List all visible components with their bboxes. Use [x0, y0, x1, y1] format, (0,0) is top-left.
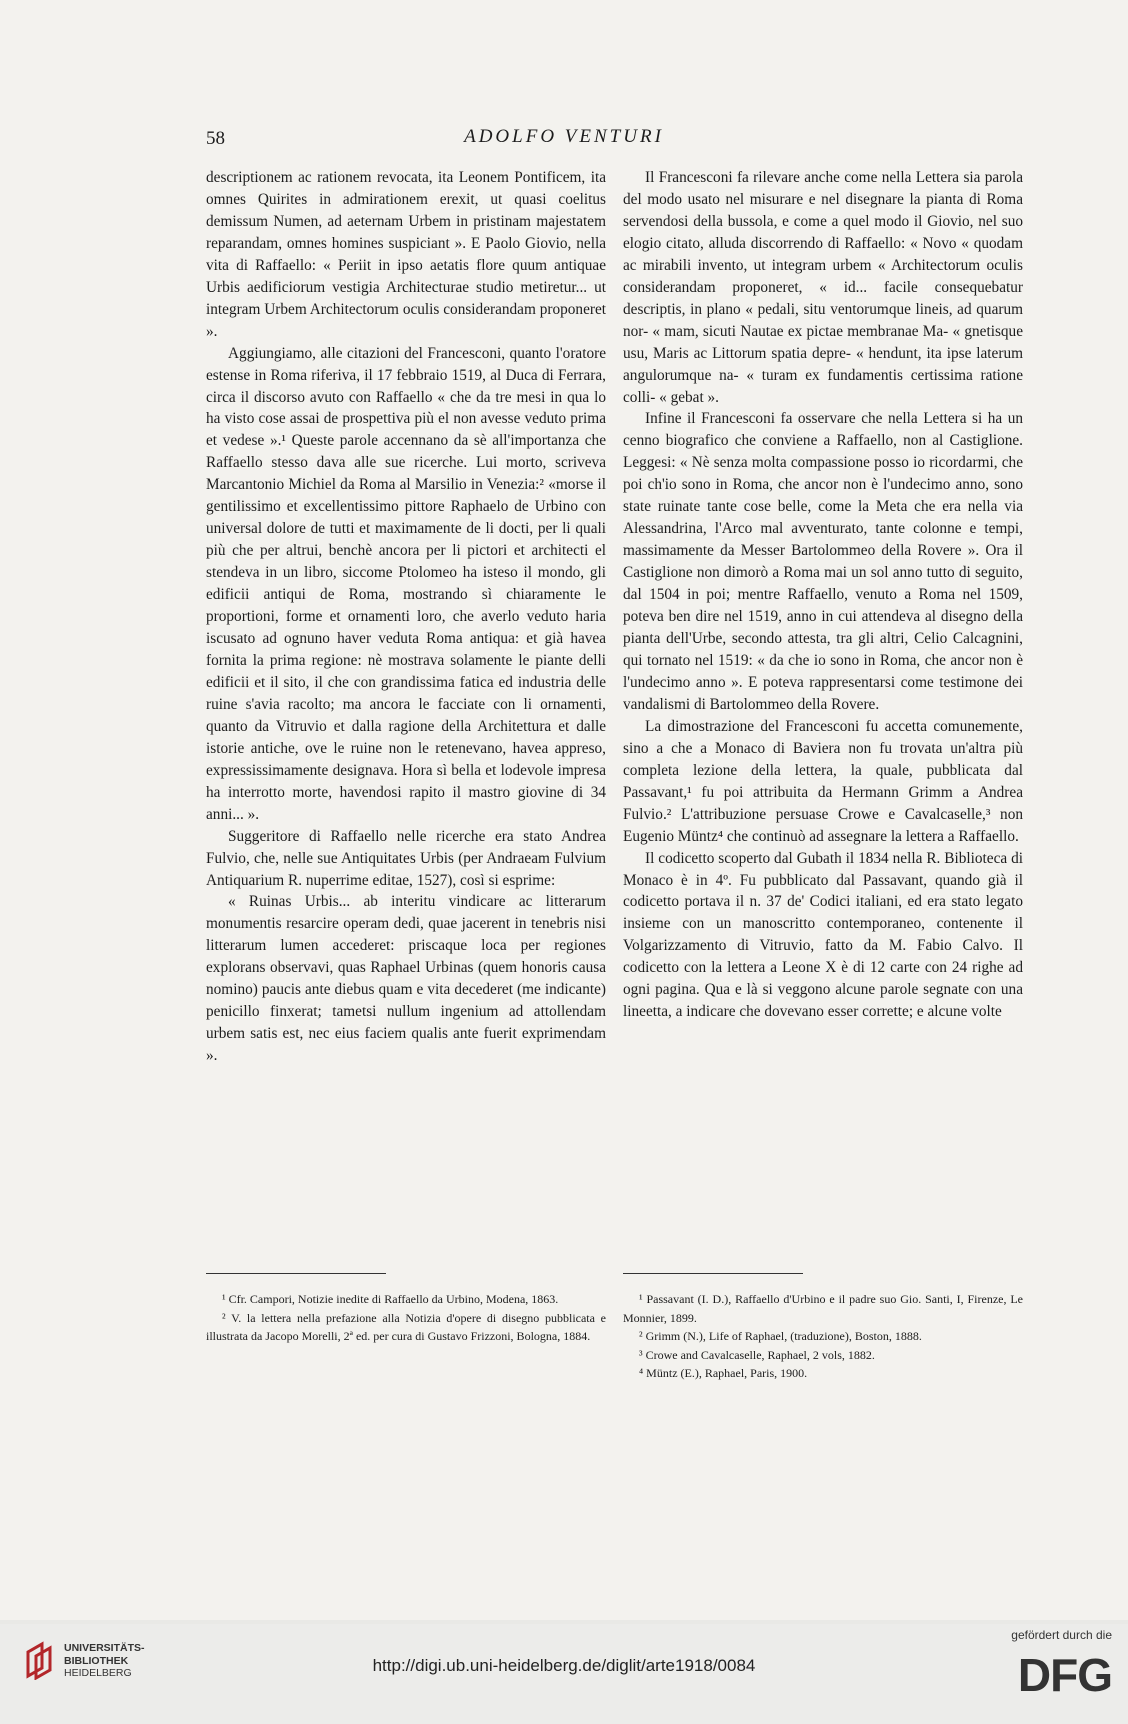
- footnote-rule-left: [206, 1273, 386, 1274]
- left-column-paragraph: descriptionem ac rationem revocata, ita Leonem Pontificem, ita omnes Quirites in admirationem erexit, ut quasi coelitus demissum Numen, ad aeternam Urbem in pristinam majestatem reparandam, omnes homines suspiciant ». E Paolo Giovio, nella vita di Raffaello: « Periit in ipso aetatis flore quum antiquae Urbis aedificiorum vestigia Architecturae studio metiretur... ut integram Urbem Architectorum oculis considerandam proponeret ».: [206, 169, 606, 340]
- footnotes-left: [206, 1290, 606, 1346]
- left-column-paragraph: Suggeritore di Raffaello nelle ricerche era stato Andrea Fulvio, che, nelle sue Antiquitates Urbis (per Andraeam Fulvium Antiquarium R. nuperrime editae, 1527), così si esprime:: [206, 827, 606, 889]
- footnote: ¹ Cfr. Campori, Notizie inedite di Raffaello da Urbino, Modena, 1863.: [222, 1292, 559, 1306]
- permalink-url[interactable]: http://digi.ub.uni-heidelberg.de/diglit/arte1918/0084: [372, 1656, 756, 1675]
- left-column-paragraph: « Ruinas Urbis... ab interitu vindicare ac litterarum monumentis resarcire operam dedi, quae jacerent in tenebris nisi litterarum lumen accederet: priscaque loca per regiones explorans observavi, quas Raphael Urbinas (quem honoris causa nomino) paucis ante diebus quam e vita decederet (me indicante) penicillo finxerat; tametsi nullum ingenium ad attollendam urbem satis est, nec eius faciem qualis ante fuerit exprimendam ».: [206, 893, 606, 1065]
- running-title: ADOLFO VENTURI: [464, 126, 664, 147]
- right-column-paragraph: Il Francesconi fa rilevare anche come nella Lettera sia parola del modo usato nel misurare e nel disegnare la pianta di Roma servendosi della bussola, e come a quel modo il Giovio, nel suo elogio citato, alluda discorrendo di Raffaello: « Novo « quodam ac mirabili invento, ut integram urbem « Architectorum oculis considerandam proponeret, « id... facile consequebatur descriptis, in plano « pedali, situ ventorumque lineis, ad quarum nor- « mam, sicuti Nautae ex pictae membranae Ma- « gnetisque usu, Maris ac Littorum spatia depre- « hendunt, ita ipse laterum angulorumque na- « turam ex fundamentis certissima ratione colli- « gebat ».: [623, 169, 1023, 406]
- footnote: ² V. la lettera nella prefazione alla Notizia d'opere di disegno pubblicata e illustrata da Jacopo Morelli, 2ª ed. per cura di Gustavo Frizzoni, Bologna, 1884.: [206, 1310, 606, 1343]
- footnote: ⁴ Müntz (E.), Raphael, Paris, 1900.: [639, 1366, 808, 1380]
- dfg-logo: DFG: [1017, 1649, 1112, 1701]
- right-column-paragraph: Infine il Francesconi fa osservare che nella Lettera si ha un cenno biografico che conviene a Raffaello, non al Castiglione. Leggesi: « Nè senza molta compassione posso io ricordarmi, che poi ch'io sono in Roma, che ancor non è l'undecimo anno, sono state ruinate tante cose belle, come la Meta che era nella via Alessandrina, l'Arco mal avventurato, tante colonne e tempi, massimamente da Messer Bartolommeo della Rovere ». Ora il Castiglione non dimorò a Roma mai un sol anno tutto di seguito, dal 1504 in poi; mentre Raffaello, venuto a Roma nel 1509, poteva ben dire nel 1519, anno in cui attendeva al disegno della pianta dell'Urbe, secondo attesta, tra gli altri, Celio Calcagnini, qui tornato nel 1519: « da che io sono in Roma, che ancor non è l'undecimo anno ». E poteva rappresentarsi come testimone dei vandalismi di Bartolommeo della Rovere.: [623, 410, 1023, 713]
- footnote-rule-right: [623, 1273, 803, 1274]
- page-number: 58: [206, 128, 225, 149]
- footnotes-right: [623, 1290, 1023, 1383]
- footnote: ¹ Passavant (I. D.), Raffaello d'Urbino e il padre suo Gio. Santi, I, Firenze, Le Monnier, 1899.: [623, 1292, 1023, 1325]
- right-column: [623, 167, 1023, 1023]
- right-column-paragraph: Il codicetto scoperto dal Gubath il 1834 nella R. Biblioteca di Monaco è in 4º. Fu pubblicato dal Passavant, quando già il codicetto portava il n. 37 de' Codici italiani, ed era stato legato insieme con un manoscritto contemporaneo, contenente il Volgarizzamento di Vitruvio, fatto da M. Fabio Calvo. Il codicetto con la lettera a Leone X è di 12 carte con 24 righe ad ogni pagina. Qua e là si veggono alcune parole segnate con una lineetta, a indicare che dovevano esser corrette; e alcune volte: [623, 849, 1023, 1021]
- footer-bar: [0, 1624, 1128, 1724]
- left-column: [206, 167, 606, 1067]
- funding-note: gefördert durch die: [1011, 1628, 1112, 1642]
- footnote: ² Grimm (N.), Life of Raphael, (traduzione), Boston, 1888.: [639, 1329, 922, 1343]
- right-column-paragraph: La dimostrazione del Francesconi fu accetta comunemente, sino a che a Monaco di Baviera non fu trovata un'altra più completa lezione della lettera, la quale, pubblicata dal Passavant,¹ fu poi attribuita da Hermann Grimm a Andrea Fulvio.² L'attribuzione persuase Crowe e Cavalcaselle,³ non Eugenio Müntz⁴ che continuò ad assegnare la lettera a Raffaello.: [623, 717, 1023, 845]
- left-column-paragraph: Aggiungiamo, alle citazioni del Francesconi, quanto l'oratore estense in Roma riferiva, il 17 febbraio 1519, al Duca di Ferrara, circa il discorso avuto con Raffaello « che da tre mesi in qua lo ha visto cose assai de prospettiva più el non avesse veduto prima et vedese ».¹ Queste parole accennano da sè all'importanza che Raffaello stesso dava alle sue ricerche. Lui morto, scriveva Marcantonio Michiel da Roma al Marsilio in Venezia:² «morse il gentilissimo et excellentissimo pittore Raphaelo de Urbino con universal dolore de tutti et maximamente de li docti, per li quali più che per altrui, benchè ancora per li pictori et architecti el stendeva in un libro, siccome Ptolomeo ha isteso il mondo, gli edificii antiqui de Roma, mostrando sì chiaramente le proportioni, forme et ornamenti loro, che averlo veduto haria iscusato ad ognuno haver veduta Roma antiqua: et già havea fornita la prima regione: nè mostrava solamente le piante delli edificii et il sito, il che con grandissima fatica ed industria delle ruine s'avia racolto; ma ancora le facciate con li ornamenti, quanto da Vitruvio et dalla ragione della Architettura et dalle istorie antiche, ove le ruine non le retenevano, havea appreso, expressissimamente designava. Hora sì bella et lodevole impresa ha interrotto morte, havendosi rapito il mastro giovine di 34 anni... ».: [206, 344, 606, 823]
- university-library-name: UNIVERSITÄTS- BIBLIOTHEK HEIDELBERG: [64, 1642, 145, 1679]
- footnote: ³ Crowe and Cavalcaselle, Raphael, 2 vols, 1882.: [639, 1347, 875, 1362]
